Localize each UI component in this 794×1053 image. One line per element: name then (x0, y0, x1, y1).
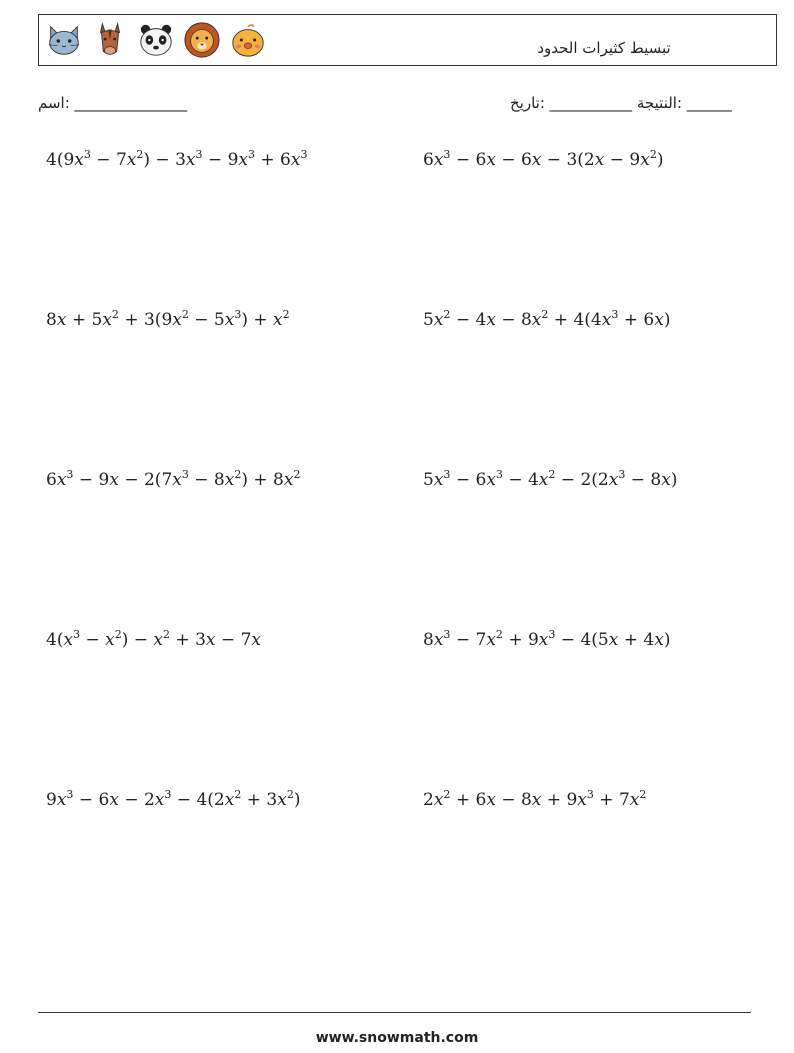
panda-icon (137, 21, 175, 59)
problem-3-expression: $8x + 5x^2 + 3(9x^2 - 5x^3) + x^2$ (46, 308, 290, 330)
problem-10-expression: $2x^2 + 6x - 8x + 9x^3 + 7x^2$ (423, 788, 647, 810)
cat-icon (45, 21, 83, 59)
date-score-field: النتيجة ___________ :تاريخ: ______ (510, 94, 732, 112)
problem-8-expression: $8x^3 - 7x^2 + 9x^3 - 4(5x + 4x)$ (423, 628, 671, 650)
problem-4-expression: $5x^2 - 4x - 8x^2 + 4(4x^3 + 6x)$ (423, 308, 671, 330)
header-box (38, 14, 777, 66)
problem-1-expression: $4(9x^3 - 7x^2) - 3x^3 - 9x^3 + 6x^3$ (46, 148, 308, 170)
horse-icon (91, 21, 129, 59)
name-field: اسم: _______________ (38, 94, 188, 112)
lion-icon (183, 21, 221, 59)
problem-9-expression: $9x^3 - 6x - 2x^3 - 4(2x^2 + 3x^2)$ (46, 788, 301, 810)
problem-7-expression: $4(x^3 - x^2) - x^2 + 3x - 7x$ (46, 628, 261, 650)
chick-icon (229, 21, 267, 59)
problem-5-expression: $6x^3 - 9x - 2(7x^3 - 8x^2) + 8x^2$ (46, 468, 301, 490)
footer-website: www.snowmath.com (315, 1030, 479, 1046)
problem-6-expression: $5x^3 - 6x^3 - 4x^2 - 2(2x^3 - 8x)$ (423, 468, 678, 490)
problem-2-expression: $6x^3 - 6x - 6x - 3(2x - 9x^2)$ (423, 148, 664, 170)
worksheet-title: تبسيط كثيرات الحدود (537, 39, 671, 57)
footer-divider (38, 1012, 751, 1013)
animal-icons (45, 21, 267, 59)
